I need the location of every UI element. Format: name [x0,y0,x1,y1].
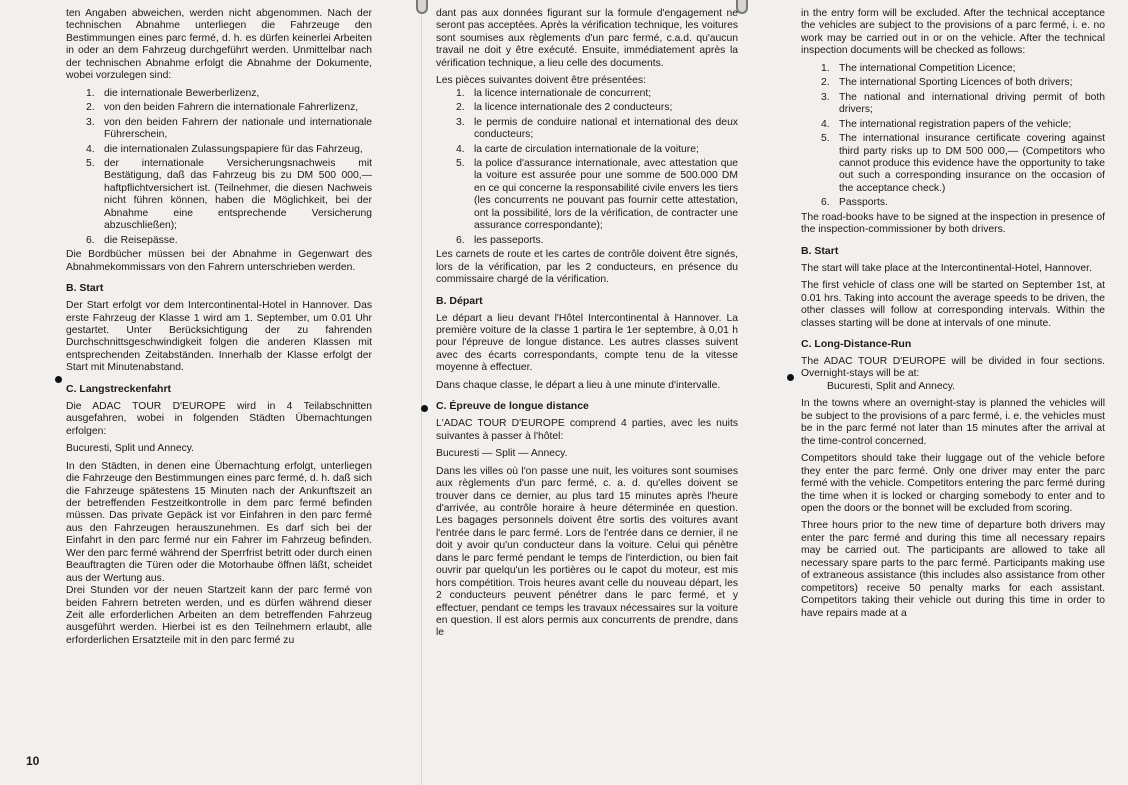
french-cities: Bucuresti — Split — Annecy. [436,448,568,460]
english-long-1: The ADAC TOUR D'EUROPE will be divided in four sections. Overnight-stays will be at: [801,355,1105,380]
german-long-2: In den Städten, in denen eine Übernachtung erfolgt, unterliegen die Fahrzeuge den Bestimmungen eines parc fermé, d. h. daß sich die Fahrzeuge spätestens 15 Minuten nach der Ankunftszeit an der betreffenden Festzeitkontrolle in dem parc fermé befinden müssen. Das private Gepäck ist vor Einfahren in den parc fermé aus den Fahrzeugen herauszunehmen. Es darf sich bei der Einfahrt in den parc fermé nur ein Fahrer im Fahrzeug befinden. Wer den parc fermé während der Sperrfrist betritt oder durch einen Beauftragten die Türen oder die Motorhaube öffnen läßt, scheidet aus der Wertung aus. [66,460,372,584]
german-intro: ten Angaben abweichen, werden nicht abgenommen. Nach der technischen Abnahme unterliegen die Fahrzeuge den Bestimmungen eines parc fermé, d. h. es dürfen keinerlei Arbeiten in oder an dem Fahrzeug durchgeführt werden. Unmittelbar nach der technischen Abnahme erfolgt die Abnahme der Dokumente, wobei vorzulegen sind: [66,8,372,82]
german-bordbuch: Die Bordbücher müssen bei der Abnahme in Gegenwart des Abnahmekommissars von den Fahrern unterschrieben werden. [66,249,372,273]
list-item: 2. The international Sporting Licences of both drivers; [821,77,1073,89]
german-document-list [66,88,372,247]
english-long-2: In the towns where an overnight-stay is planned the vehicles will be subject to the provisions of a parc fermé, i. e. the vehicles must be in the parc fermé not later than 15 minutes after the arrival at the time-control concerned. [801,398,1105,447]
german-heading-start: B. Start [66,282,104,295]
list-item: 6. Passports. [821,197,888,209]
list-item: 3. von den beiden Fahrern der nationale und internationale Führerschein, [86,116,372,141]
list-item: 3. le permis de conduire national et international des deux conducteurs; [456,116,738,141]
list-item: 6. die Reisepässe. [86,234,178,246]
german-heading-long: C. Langstreckenfahrt [66,382,172,395]
french-depart-1: Le départ a lieu devant l'Hôtel Intercontinental à Hannover. La première voiture de la classe 1 partira le 1er septembre, à 0,01 h pour l'épreuve de longue distance. Les autres classes suivent avec des écarts correspondants, compte tenu de la vitesse moyenne à effectuer. [436,312,738,374]
list-item: 6. les passeports. [456,234,544,246]
english-cities: Bucuresti, Split and Annecy. [827,380,956,392]
list-item: 5. la police d'assurance internationale, avec attestation que la voiture est assurée pour une somme de 500.000 DM en ce qui concerne la responsabilité civile envers les tiers (les concurrents ne pouvant pas fournir cette attestation, ont la possibilité, lors de la vérification, de contracter une assurance correspondante); [456,157,738,232]
english-intro: in the entry form will be excluded. After the technical acceptance the vehicles are subject to the provisions of a parc fermé, i. e. no work may be carried out in or on the vehicle. After the technical inspection documents will be checked as follows: [801,8,1105,57]
english-long-4: Three hours prior to the new time of departure both drivers may enter the parc fermé and during this time all necessary repairs may be carried out. The participants are allowed to take all necessary spare parts to the parc fermé. Participants making use of extraneous assistance (this includes also assistance from other competitors) receive 50 penalty marks for each assistant. Competitors taking their vehicle out during this time in order to have repairs made at a [801,520,1105,619]
french-column [436,8,738,645]
english-start-1: The start will take place at the Intercontinental-Hotel, Hannover. [801,262,1092,274]
french-carnets: Les carnets de route et les cartes de contrôle doivent être signés, lors de la vérification, par les 2 conducteurs, en présence du commissaire chargé de la vérification. [436,249,738,286]
english-heading-long: C. Long-Distance-Run [801,337,912,350]
english-roadbooks: The road-books have to be signed at the inspection in presence of the inspection-commissioner by both drivers. [801,211,1105,236]
french-document-list [436,88,738,247]
list-item: 5. The international insurance certificate covering against third party risks up to DM 500 000,— (Competitors who cannot produce this evidence have the opportunity to take out such a corresponding insurance on the occasion of the acceptance check.) [821,133,1105,194]
margin-bullet-german [55,376,62,383]
list-item: 1. die internationale Bewerberlizenz, [86,87,260,99]
german-cities: Bucuresti, Split und Annecy. [66,443,195,455]
german-long-1: Die ADAC TOUR D'EUROPE wird in 4 Teilabschnitten ausgefahren, wobei in folgenden Städten Übernachtungen erfolgen: [66,400,372,437]
list-item: 4. la carte de circulation internationale de la voiture; [456,143,699,155]
french-intro: dant pas aux données figurant sur la formule d'engagement ne seront pas acceptées. Après la vérification technique, les voitures sont soumises aux règlements d'un parc fermé, c.a.d. qu'aucun travail ne doit y être exécuté. Ensuite, immédiatement après la vérification technique, a lieu celle des documents. [436,8,738,69]
english-long-3: Competitors should take their luggage out of the vehicle before they enter the parc fermé. Only one driver may enter the parc fermé with the vehicle. Competitors entering the parc fermé during the time when it is locked or charging somebody to enter and to open the doors or the bonnet will be excluded from scoring. [801,453,1105,514]
binding-hole-left [416,0,428,14]
page-number: 10 [26,754,40,768]
french-pieces: Les pièces suivantes doivent être présentées: [436,75,646,87]
english-document-list [801,63,1105,210]
margin-bullet-french [421,405,428,412]
list-item: 2. von den beiden Fahrern die internationale Fahrerlizenz, [86,102,359,114]
list-item: 5. der internationale Versicherungsnachweis mit Bestätigung, daß das Fahrzeug bis zu DM 500 000,— haftpflichtversichert ist. (Teilnehmer, die diesen Nachweis nicht führen können, haben die Möglichkeit, bei der Abnahme eine entsprechende Versicherung abzuschließen); [86,157,372,232]
english-column [801,8,1105,625]
german-start: Der Start erfolgt vor dem Intercontinental-Hotel in Hannover. Das erste Fahrzeug der Klasse 1 wird am 1. September, um 0.01 Uhr gestartet. Unter Berücksichtigung der zu fahrenden Durchschnittsgeschwindigkeit folgen die anderen Klassen mit entsprechenden Zeitabständen. Innerhalb der Klasse erfolgt der Start mit Minutenabstand. [66,300,372,374]
list-item: 1. la licence internationale de concurrent; [456,87,652,99]
french-heading-depart: B. Départ [436,294,483,307]
french-heading-epreuve: C. Épreuve de longue distance [436,400,589,413]
list-item: 1. The international Competition Licence; [821,62,1016,74]
german-long-3: Drei Stunden vor der neuen Startzeit kann der parc fermé von beiden Fahrern betreten werden, und es dürfen während dieser Zeit alle erforderlichen Arbeiten an dem betreffenden Fahrzeug ausgeführt werden. Hierbei ist es den Teilnehmern erlaubt, alle erforderlichen Ersatzteile mit in den parc fermé zu [66,585,372,646]
french-epreuve-2: Dans les villes où l'on passe une nuit, les voitures sont soumises aux règlements d'un parc fermé, c. a. d. qu'elles doivent se trouver dans ce dernier, au plus tard 15 minutes après l'heure d'arrivée, au contrôle horaire à heure déterminée en question. Les bagages personnels doivent être sortis des voitures avant l'entrée dans le parc fermé. Lors de l'entrée dans ce dernier, il ne doit y avoir qu'un conducteur dans la voiture. Celui qui pénètre dans le parc fermé pendant le temps de l'interdiction, ou bien fait ouvrir par quelqu'un les portières ou le capot du moteur, est mis hors compétition. Trois heures avant celle du nouveau départ, les 2 conducteurs peuvent pénétrer dans le parc fermé, et y effectuer, pendant ce temps les travaux nécessaires sur la voiture en question. Il est alors permis aux concurrents de prendre, dans le [436,465,738,639]
french-depart-2: Dans chaque classe, le départ a lieu à une minute d'intervalle. [436,379,721,391]
margin-bullet-english [787,374,794,381]
french-epreuve-1: L'ADAC TOUR D'EUROPE comprend 4 parties, avec les nuits suivantes à passer à l'hôtel: [436,418,738,442]
list-item: 2. la licence internationale des 2 conducteurs; [456,102,673,114]
english-heading-start: B. Start [801,244,839,257]
list-item: 4. The international registration papers of the vehicle; [821,118,1072,130]
list-item: 3. The national and international driving permit of both drivers; [821,91,1105,116]
german-column [66,8,372,652]
english-start-2: The first vehicle of class one will be started on September 1st, at 0.01 hrs. Taking into account the average speeds to be driven, the other classes will follow at corresponding intervals. Within the classes starting will be done at intervals of one minute. [801,280,1105,329]
list-item: 4. die internationalen Zulassungspapiere für das Fahrzeug, [86,143,363,155]
page-gutter [421,0,422,785]
